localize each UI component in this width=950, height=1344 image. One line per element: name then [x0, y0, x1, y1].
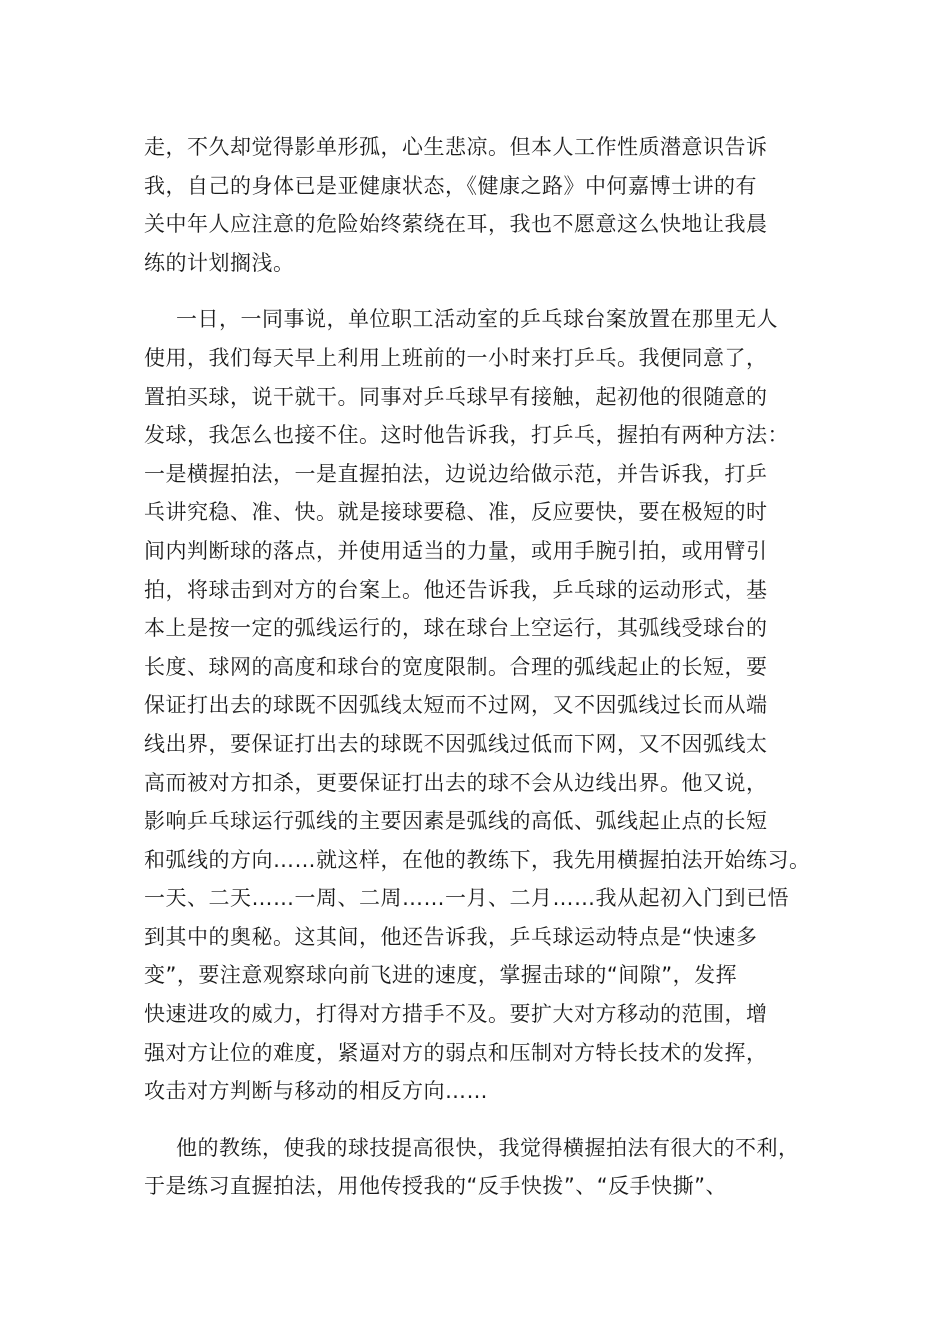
text-line: 发球，我怎么也接不住。这时他告诉我，打乒乓，握拍有两种方法： [144, 423, 789, 448]
text-line: 变”，要注意观察球向前飞进的速度，掌握击球的“间隙”，发挥 [144, 963, 738, 988]
text-line: 一天、二天……一周、二周……一月、二月……我从起初入门到已悟 [144, 886, 789, 911]
text-line: 关中年人应注意的危险始终萦绕在耳，我也不愿意这么快地让我晨 [144, 212, 768, 237]
paragraph-1 [144, 128, 824, 282]
document-body [144, 128, 824, 1206]
text-line: 和弧线的方向……就这样，在他的教练下，我先用横握拍法开始练习。 [144, 847, 811, 872]
text-line: 乓讲究稳、准、快。就是接球要稳、准，反应要快，要在极短的时 [144, 500, 768, 525]
text-line: 高而被对方扣杀，更要保证打出去的球不会从边线出界。他又说， [144, 770, 768, 795]
text-line: 本上是按一定的弧线运行的，球在球台上空运行，其弧线受球台的 [144, 616, 768, 641]
text-line: 到其中的奥秘。这其间，他还告诉我，乒乓球运动特点是“快速多 [144, 924, 758, 949]
paragraph-spacer [144, 282, 824, 300]
text-line: 一日，一同事说，单位职工活动室的乒乓球台案放置在那里无人 [176, 307, 778, 332]
text-line: 我，自己的身体已是亚健康状态，《健康之路》中何嘉博士讲的有 [144, 173, 757, 198]
text-line: 强对方让位的难度，紧逼对方的弱点和压制对方特长技术的发挥， [144, 1040, 768, 1065]
text-line: 走，不久却觉得影单形孤，心生悲凉。但本人工作性质潜意识告诉 [144, 135, 768, 159]
text-line: 于是练习直握拍法，用他传授我的“反手快拨”、“反手快撕”、 [144, 1174, 728, 1199]
text-line: 影响乒乓球运行弧线的主要因素是弧线的高低、弧线起止点的长短 [144, 809, 768, 834]
text-line: 保证打出去的球既不因弧线太短而不过网，又不因弧线过长而从端 [144, 693, 768, 718]
paragraph-spacer [144, 1111, 824, 1129]
text-line: 他的教练，使我的球技提高很快，我觉得横握拍法有很大的不利， [176, 1135, 800, 1160]
text-line: 长度、球网的高度和球台的宽度限制。合理的弧线起止的长短，要 [144, 654, 768, 679]
paragraph-3 [144, 1129, 824, 1206]
text-line: 使用，我们每天早上利用上班前的一小时来打乒乓。我便同意了， [144, 345, 768, 370]
text-line: 线出界，要保证打出去的球既不因弧线过低而下网，又不因弧线太 [144, 731, 768, 756]
text-line: 置拍买球，说干就干。同事对乒乓球早有接触，起初他的很随意的 [144, 384, 768, 409]
text-line: 拍，将球击到对方的台案上。他还告诉我，乒乓球的运动形式，基 [144, 577, 768, 602]
text-line: 一是横握拍法，一是直握拍法，边说边给做示范，并告诉我，打乒 [144, 461, 768, 486]
text-line: 练的计划搁浅。 [144, 250, 295, 275]
paragraph-2 [144, 300, 824, 1110]
text-line: 间内判断球的落点，并使用适当的力量，或用手腕引拍，或用臂引 [144, 538, 768, 563]
text-line: 快速进攻的威力，打得对方措手不及。要扩大对方移动的范围，增 [144, 1002, 768, 1027]
text-line: 攻击对方判断与移动的相反方向…… [144, 1079, 488, 1104]
